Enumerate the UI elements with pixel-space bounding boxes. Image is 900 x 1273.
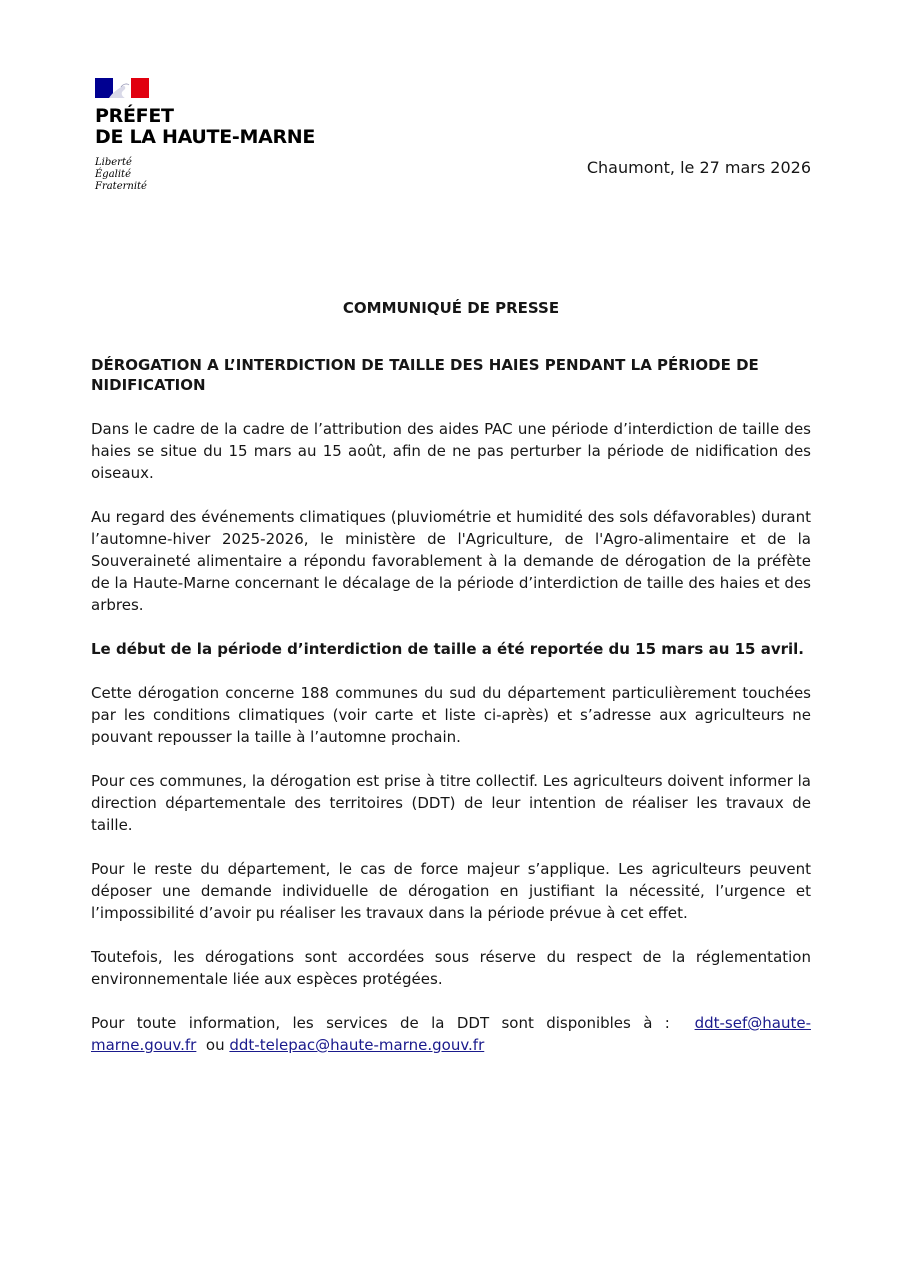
prefecture-name-line1: PRÉFET	[95, 105, 174, 127]
press-release-headline: DÉROGATION A L’INTERDICTION DE TAILLE DES HAIES PENDANT LA PÉRIODE DE NIDIFICATION	[91, 356, 759, 394]
contact-intro: Pour toute information, les services de la DDT sont disponibles à :	[91, 1014, 670, 1032]
prefecture-name	[95, 106, 355, 148]
republic-motto	[95, 157, 355, 193]
paragraph-force-majeure: Pour le reste du département, le cas de force majeur s’applique. Les agriculteurs peuvent déposer une demande individuelle de dérogation en justifiant la nécessité, l’urgence et l’impossibilité d’avoir pu réaliser les travaux dans la période prévue à cet effet.	[91, 860, 811, 922]
press-release-body	[91, 298, 811, 1056]
paragraph-key-decision: Le début de la période d’interdiction de taille a été reportée du 15 mars au 15 avril.	[91, 640, 804, 658]
paragraph-reservation: Toutefois, les dérogations sont accordées sous réserve du respect de la réglementation environnementale liée aux espèces protégées.	[91, 948, 811, 988]
marianne-flag-icon	[95, 78, 149, 98]
document-type-heading: COMMUNIQUÉ DE PRESSE	[342, 299, 560, 317]
paragraph-contact	[91, 1012, 811, 1056]
paragraph-communes: Cette dérogation concerne 188 communes du sud du département particulièrement touchées par les conditions climatiques (voir carte et liste ci-après) et s’adresse aux agriculteurs ne pouvant repousser la taille à l’automne prochain.	[91, 684, 811, 746]
motto-liberte: Liberté	[95, 157, 132, 168]
email-link-ddt-sef[interactable]: ddt-sef@haute-marne.gouv.fr	[91, 1014, 811, 1054]
paragraph-context: Dans le cadre de la cadre de l’attribution des aides PAC une période d’interdiction de taille des haies se situe du 15 mars au 15 août, afin de ne pas perturber la période de nidification des oiseaux.	[91, 420, 811, 482]
paragraph-collective: Pour ces communes, la dérogation est prise à titre collectif. Les agriculteurs doivent informer la direction départementale des territoires (DDT) de leur intention de réaliser les travaux de taille.	[91, 772, 811, 834]
email-link-ddt-telepac[interactable]: ddt-telepac@haute-marne.gouv.fr	[229, 1036, 485, 1054]
prefecture-logo	[95, 78, 355, 193]
paragraph-climate: Au regard des événements climatiques (pluviométrie et humidité des sols défavorables) durant l’automne-hiver 2025-2026, le ministère de l'Agriculture, de l'Agro-alimentaire et de la Souveraineté alimentaire a répondu favorablement à la demande de dérogation de la préfète de la Haute-Marne concernant le décalage de la période d’interdiction de taille des haies et des arbres.	[91, 508, 811, 614]
motto-fraternite: Fraternité	[95, 181, 147, 192]
date-line: Chaumont, le 27 mars 2026	[586, 158, 811, 177]
prefecture-name-line2: DE LA HAUTE-MARNE	[95, 126, 316, 148]
motto-egalite: Égalité	[95, 169, 131, 180]
contact-separator: ou	[205, 1036, 225, 1054]
